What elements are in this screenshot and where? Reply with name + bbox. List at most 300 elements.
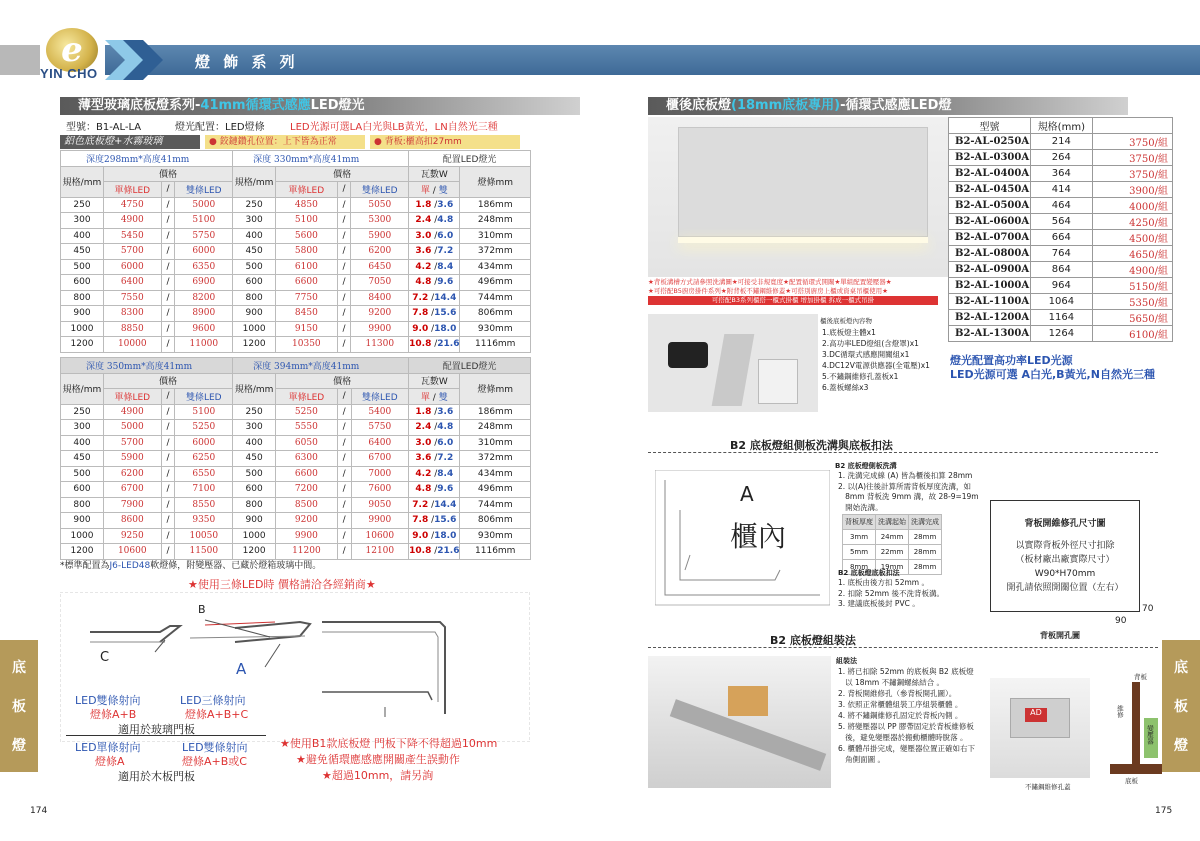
left-side-char-1: 底 xyxy=(12,660,26,677)
table2-h-price-b: 價格 xyxy=(276,373,409,389)
table-cell: 8500 xyxy=(276,497,338,513)
watt-single: 2.4 xyxy=(415,422,432,433)
table2-dim-b: 深度 394mm*高度41mm xyxy=(233,358,409,374)
b2-row xyxy=(949,278,1173,294)
side-bottom-board xyxy=(1110,764,1162,774)
table-cell: 4900 xyxy=(103,213,161,229)
table-cell: 7200 xyxy=(276,482,338,498)
table-cell: 300 xyxy=(61,213,104,229)
diagram-label-a: A xyxy=(236,660,247,678)
b2-cell: B2-AL-0700A xyxy=(949,230,1031,246)
table-cell: 1116mm xyxy=(460,544,531,560)
side-label-back: 背板 xyxy=(1134,673,1147,681)
table-cell: 5600 xyxy=(276,228,338,244)
diagram-label-c: C xyxy=(100,650,110,665)
bottom-text xyxy=(838,578,944,610)
table1-h-single-b: 單條LED xyxy=(276,182,338,198)
right-side-char-2: 板 xyxy=(1174,698,1188,715)
header-left-bar xyxy=(0,45,40,75)
text-line: 2.高功率LED燈組(含燈罩)x1 xyxy=(822,339,919,348)
table-cell: 300 xyxy=(233,213,276,229)
watt-single: 7.8 xyxy=(412,515,429,526)
table-row xyxy=(61,420,531,436)
table-cell: 5900 xyxy=(351,228,409,244)
table2-h-strip: 燈條mm xyxy=(460,373,531,404)
diag-l4a: LED雙條射向 xyxy=(182,741,248,754)
groove-cell: 24mm xyxy=(876,530,909,545)
table-cell: 5750 xyxy=(351,420,409,436)
table-cell: 1000 xyxy=(61,528,104,544)
table-cell: / xyxy=(161,513,175,529)
b2-cell: B2-AL-1200A xyxy=(949,310,1031,326)
table-cell: 7600 xyxy=(351,482,409,498)
table-cell: / xyxy=(337,451,351,467)
watt-single: 3.6 xyxy=(415,453,432,464)
price-table-2 xyxy=(60,357,531,560)
table-cell: 450 xyxy=(233,451,276,467)
side-label-trans: 變壓器 xyxy=(1146,725,1154,745)
table-cell xyxy=(409,544,460,560)
table-cell: 6200 xyxy=(351,244,409,260)
page-title: 燈 飾 系 列 xyxy=(195,53,299,71)
b2-row xyxy=(949,294,1173,310)
table-cell: / xyxy=(337,197,351,213)
groove-cell: 19mm xyxy=(876,560,909,575)
table-cell: 930mm xyxy=(460,321,531,337)
table1-dim-a: 深度298mm*高度41mm xyxy=(61,151,233,167)
table-cell: 1200 xyxy=(233,544,276,560)
table-cell: / xyxy=(337,528,351,544)
right-red-note-2: ★可搭配B5廚房掛件系列★附背板不鏽鋼維修蓋★可搭別廚房上櫃或資桌吊櫃使用★ xyxy=(648,287,888,295)
table1-h-watt: 瓦數W xyxy=(409,166,460,182)
table1-h-slash-b: / xyxy=(337,182,351,198)
table-cell: 450 xyxy=(61,244,104,260)
table-cell: / xyxy=(161,451,175,467)
table-cell: 9150 xyxy=(276,321,338,337)
table-cell: 6000 xyxy=(103,259,161,275)
watt-double: 15.6 xyxy=(434,515,457,526)
groove-header: 背板厚度 xyxy=(843,515,876,530)
b2-cell: B2-AL-0400A xyxy=(949,166,1031,182)
groove-cell: 3mm xyxy=(843,530,876,545)
table-cell: / xyxy=(161,544,175,560)
right-title-post: -循環式感應LED燈 xyxy=(840,98,952,113)
table-cell: 6000 xyxy=(175,244,233,260)
table-row xyxy=(61,482,531,498)
table-cell: 806mm xyxy=(460,513,531,529)
table-cell: 8850 xyxy=(103,321,161,337)
diagram-label-b: B xyxy=(198,603,206,616)
watt-single: 3.0 xyxy=(415,437,432,448)
table-cell: 5300 xyxy=(351,213,409,229)
cover-photo-label: 不鏽鋼維修孔蓋 xyxy=(1025,783,1071,791)
table-cell: 6450 xyxy=(351,259,409,275)
b2-row xyxy=(949,246,1173,262)
table-cell: 1116mm xyxy=(460,337,531,353)
groove-cell: 22mm xyxy=(876,545,909,560)
table1-h-double-b: 雙條LED xyxy=(351,182,409,198)
table-cell: 5800 xyxy=(276,244,338,260)
table1-h-ws: 單 xyxy=(420,185,430,196)
table-cell xyxy=(409,228,460,244)
table-cell: 7050 xyxy=(351,275,409,291)
b2-cell: B2-AL-0600A xyxy=(949,214,1031,230)
left-title-pre: 薄型玻璃底板燈系列- xyxy=(78,98,201,113)
table-cell: / xyxy=(161,528,175,544)
side-view-diagram xyxy=(1110,668,1165,780)
text-line: 3. 建議底板後封 PVC 。 xyxy=(838,599,920,608)
ad-logo-icon: AD xyxy=(1025,708,1047,722)
table-row xyxy=(61,259,531,275)
side-label-bottom: 底板 xyxy=(1125,777,1138,785)
b2-cell: 264 xyxy=(1030,150,1092,166)
watt-double: 18.0 xyxy=(434,530,457,541)
table-cell: 6250 xyxy=(175,451,233,467)
text-line: 以 18mm 不鏽鋼螺絲結合 。 xyxy=(838,678,944,687)
groove-text xyxy=(838,471,979,513)
table-cell: 1200 xyxy=(233,337,276,353)
watt-double: 18.0 xyxy=(434,323,457,334)
table-cell: 7100 xyxy=(175,482,233,498)
b2-cell: 1264 xyxy=(1030,326,1092,342)
watt-double: 3.6 xyxy=(437,406,454,417)
table-cell: 248mm xyxy=(460,213,531,229)
table-cell: 250 xyxy=(61,404,104,420)
b2-cell: B2-AL-0900A xyxy=(949,262,1031,278)
table-cell: 6200 xyxy=(103,466,161,482)
table-cell: 8450 xyxy=(276,306,338,322)
text-line: 角側面圖 。 xyxy=(838,755,886,764)
hinge-note: ● 鉸鏈鑽孔位置：上下皆為正常 xyxy=(205,135,365,149)
table-cell: / xyxy=(337,337,351,353)
table-cell: 372mm xyxy=(460,244,531,260)
table-cell: 500 xyxy=(61,259,104,275)
table-row xyxy=(61,228,531,244)
b2-cell: 5650/組 xyxy=(1092,310,1172,326)
table-cell: 8400 xyxy=(351,290,409,306)
diag-l1a: LED雙條射向 xyxy=(75,694,141,707)
b2-row xyxy=(949,230,1173,246)
table-cell: / xyxy=(337,420,351,436)
table-cell: 1000 xyxy=(233,321,276,337)
watt-double: 9.6 xyxy=(437,484,454,495)
b2-row xyxy=(949,150,1173,166)
watt-slash: / xyxy=(431,199,438,210)
table-cell: 372mm xyxy=(460,451,531,467)
table1-config: 配置LED燈光 xyxy=(409,151,531,167)
b2-cell: 364 xyxy=(1030,166,1092,182)
table-cell: 400 xyxy=(61,435,104,451)
b2-cell: B2-AL-0450A xyxy=(949,182,1031,198)
table-cell: 434mm xyxy=(460,259,531,275)
table-row xyxy=(61,497,531,513)
table-cell: 500 xyxy=(233,466,276,482)
text-line: 1. 洗溝完成線 (A) 皆為櫃後扣算 28mm xyxy=(838,471,973,480)
watt-double: 6.0 xyxy=(437,437,454,448)
right-side-tab xyxy=(1162,640,1200,772)
hole-text-3: 開孔請依照開關位置（左右） xyxy=(1006,583,1124,593)
table-cell: 5000 xyxy=(175,197,233,213)
table-cell: 8550 xyxy=(175,497,233,513)
table-cell: / xyxy=(337,435,351,451)
table-cell: 11000 xyxy=(175,337,233,353)
watt-single: 1.8 xyxy=(415,406,432,417)
table2-h-spec-b: 規格/mm xyxy=(233,373,276,404)
b2-row xyxy=(949,182,1173,198)
model-label: 型號：B1-AL-LA xyxy=(66,122,142,133)
watt-single: 4.8 xyxy=(415,277,432,288)
table-cell: 250 xyxy=(233,404,276,420)
table-cell: 6400 xyxy=(103,275,161,291)
b2-price-table xyxy=(948,117,1173,342)
groove-cell: 28mm xyxy=(909,560,942,575)
b2-cell: 764 xyxy=(1030,246,1092,262)
watt-double: 21.6 xyxy=(437,546,460,557)
left-side-tab xyxy=(0,640,38,772)
text-line: 3. 依照正常櫃體組裝工序組裝櫃體 。 xyxy=(838,700,963,709)
footnote-pre: *標準配置為 xyxy=(60,561,110,571)
b2-h-model: 型號 xyxy=(949,118,1031,134)
table-cell: / xyxy=(337,513,351,529)
table2-h-price-a: 價格 xyxy=(103,373,232,389)
table2-h-slash-a: / xyxy=(161,389,175,405)
groove-divider xyxy=(648,452,1158,453)
right-page-number: 175 xyxy=(1155,806,1173,816)
config-line-1: 燈光配置高功率LED光源 xyxy=(950,354,1073,367)
b2-cell: 3750/組 xyxy=(1092,166,1172,182)
table2-h-slash-b: / xyxy=(337,389,351,405)
table-cell: 496mm xyxy=(460,482,531,498)
table-cell: 6050 xyxy=(276,435,338,451)
table-cell: 5250 xyxy=(175,420,233,436)
table-row xyxy=(61,544,531,560)
table-cell: 6300 xyxy=(276,451,338,467)
table-cell: 496mm xyxy=(460,275,531,291)
table-cell xyxy=(409,420,460,436)
groove-table xyxy=(842,514,942,575)
table-cell: 800 xyxy=(61,497,104,513)
table-cell: 450 xyxy=(233,244,276,260)
watt-double: 6.0 xyxy=(437,230,454,241)
table-cell: 4850 xyxy=(276,197,338,213)
table-cell: 5700 xyxy=(103,244,161,260)
contents-title: 櫃後底板燈內容物 xyxy=(820,317,872,325)
watt-double: 8.4 xyxy=(437,468,454,479)
b2-cell: 3750/組 xyxy=(1092,150,1172,166)
b2-row xyxy=(949,310,1173,326)
right-red-note-3: 可搭配B3系列櫃搭一櫃式掛櫃 增加掛櫃 拆成一櫃式吊掛 xyxy=(648,296,938,305)
table-cell xyxy=(409,482,460,498)
table-cell: / xyxy=(337,544,351,560)
text-line: 1. 底板由後方扣 52mm 。 xyxy=(838,578,929,587)
table-cell: / xyxy=(337,466,351,482)
assembly-photo xyxy=(648,656,831,788)
b2-cell: 1164 xyxy=(1030,310,1092,326)
table-cell: 9600 xyxy=(175,321,233,337)
table-row xyxy=(61,290,531,306)
table-cell: 600 xyxy=(233,275,276,291)
table-cell: 6550 xyxy=(175,466,233,482)
contents-list xyxy=(822,327,930,393)
table-cell: / xyxy=(161,482,175,498)
text-line: 5. 將變壓器以 PP 膠帶固定於背板維修板 xyxy=(838,722,974,731)
table-cell xyxy=(409,451,460,467)
watt-slash: / xyxy=(431,546,438,557)
table-cell: / xyxy=(337,482,351,498)
b2-cell: 464 xyxy=(1030,198,1092,214)
b2-cell: 4250/組 xyxy=(1092,214,1172,230)
table-cell: 9900 xyxy=(351,321,409,337)
table-cell: 6600 xyxy=(276,466,338,482)
table-cell: 6000 xyxy=(175,435,233,451)
table-cell: 7750 xyxy=(276,290,338,306)
right-title-pre: 櫃後底板燈 xyxy=(666,98,732,113)
table-cell: / xyxy=(161,213,175,229)
table-row xyxy=(61,466,531,482)
groove-cell: 28mm xyxy=(909,530,942,545)
table-cell: 9350 xyxy=(175,513,233,529)
table-cell: 800 xyxy=(233,290,276,306)
groove-cell: 5mm xyxy=(843,545,876,560)
b2-cell: B2-AL-1000A xyxy=(949,278,1031,294)
table-cell: 8300 xyxy=(103,306,161,322)
text-line: 6. 櫃體吊掛完成，變壓器位置正確如右下 xyxy=(838,744,976,753)
table-cell: 9050 xyxy=(351,497,409,513)
right-red-notes xyxy=(648,278,948,305)
diag-wood-door: 適用於木板門板 xyxy=(118,770,195,783)
table-cell xyxy=(409,306,460,322)
assembly-title: B2 底板燈組裝法 xyxy=(770,634,856,647)
table-cell: 9200 xyxy=(276,513,338,529)
table-cell: 10350 xyxy=(276,337,338,353)
table-row xyxy=(61,321,531,337)
watt-double: 7.2 xyxy=(437,246,454,257)
b2-cell: 564 xyxy=(1030,214,1092,230)
assembly-subtitle: 組裝法 xyxy=(836,657,857,665)
watt-slash: / xyxy=(431,406,438,417)
table-cell: 8200 xyxy=(175,290,233,306)
table-cell: 10600 xyxy=(103,544,161,560)
hole-title: 背板開維修孔尺寸圖 xyxy=(1024,519,1106,529)
table2-h-double-a: 雙條LED xyxy=(175,389,233,405)
table2-dim-a: 深度 350mm*高度41mm xyxy=(61,358,233,374)
watt-single: 4.2 xyxy=(415,261,432,272)
table-cell: 186mm xyxy=(460,197,531,213)
left-page-number: 174 xyxy=(30,806,48,816)
table-cell: 11500 xyxy=(175,544,233,560)
watt-slash: / xyxy=(428,308,435,319)
text-line: 3.DC循環式感應開關組x1 xyxy=(822,350,910,359)
table1-h-spec-b: 規格/mm xyxy=(233,166,276,197)
table-cell: 900 xyxy=(61,513,104,529)
table-cell: / xyxy=(161,435,175,451)
b2-cell: B2-AL-0800A xyxy=(949,246,1031,262)
table2-h-watt: 瓦數W xyxy=(409,373,460,389)
b2-h-price xyxy=(1092,118,1172,134)
b2-cell: 214 xyxy=(1030,134,1092,150)
b2-cell: 964 xyxy=(1030,278,1092,294)
table-cell: / xyxy=(161,275,175,291)
table-cell: / xyxy=(161,404,175,420)
watt-slash: / xyxy=(431,468,438,479)
b2-cell: 5150/組 xyxy=(1092,278,1172,294)
table-cell: 6700 xyxy=(351,451,409,467)
table-cell: 300 xyxy=(233,420,276,436)
table-cell xyxy=(409,528,460,544)
table-cell: 10050 xyxy=(175,528,233,544)
table-cell: / xyxy=(161,290,175,306)
table-cell: 11200 xyxy=(276,544,338,560)
table-cell: 800 xyxy=(61,290,104,306)
table-row xyxy=(61,451,531,467)
watt-slash: / xyxy=(431,246,438,257)
logo-letter: e xyxy=(61,30,83,70)
table-cell: 5450 xyxy=(103,228,161,244)
table-cell: / xyxy=(337,321,351,337)
watt-slash: / xyxy=(431,339,438,350)
table-cell: 1200 xyxy=(61,337,104,353)
table-cell: 744mm xyxy=(460,290,531,306)
watt-slash: / xyxy=(431,422,438,433)
watt-slash: / xyxy=(428,515,435,526)
watt-single: 10.8 xyxy=(409,546,432,557)
watt-double: 4.8 xyxy=(437,215,454,226)
table1-h-price-b: 價格 xyxy=(276,166,409,182)
table-cell: 186mm xyxy=(460,404,531,420)
table-cell xyxy=(409,435,460,451)
table-cell: / xyxy=(161,321,175,337)
b2-cell: 4000/組 xyxy=(1092,198,1172,214)
config-line-2: LED光源可選 A白光,B黃光,N自然光三種 xyxy=(950,368,1155,381)
table-cell: / xyxy=(337,213,351,229)
table-cell: / xyxy=(337,404,351,420)
cabinet-body xyxy=(678,127,928,237)
table-cell: 5700 xyxy=(103,435,161,451)
b2-cell: 6100/組 xyxy=(1092,326,1172,342)
table-cell: 600 xyxy=(233,482,276,498)
groove-subtitle: B2 底板燈側板洗溝 xyxy=(835,462,897,470)
table-cell xyxy=(409,466,460,482)
table-cell: 744mm xyxy=(460,497,531,513)
table-cell: 5250 xyxy=(276,404,338,420)
table-cell: 930mm xyxy=(460,528,531,544)
table2-h-wd: 雙 xyxy=(438,392,448,403)
text-line: 4.DC12V電源供應器(全電壓)x1 xyxy=(822,361,930,370)
brand-name: YIN CHO xyxy=(40,66,98,81)
table-cell: 5100 xyxy=(175,404,233,420)
table2-config: 配置LED燈光 xyxy=(409,358,531,374)
right-red-note-1: ★背板溝槽方式請參照洗溝圖★可接受非規寬度★配置循環式開關★單組配置變壓器★ xyxy=(648,278,892,286)
table-cell xyxy=(409,244,460,260)
table2-h-double-b: 雙條LED xyxy=(351,389,409,405)
table-cell: 400 xyxy=(233,435,276,451)
table-row xyxy=(61,213,531,229)
table-cell: 8600 xyxy=(103,513,161,529)
table-cell: 500 xyxy=(61,466,104,482)
table-cell: 600 xyxy=(61,275,104,291)
table-cell: 6600 xyxy=(276,275,338,291)
watt-single: 1.8 xyxy=(415,199,432,210)
table1-h-watt-sd: 單 / 雙 xyxy=(409,182,460,198)
table-cell: 400 xyxy=(233,228,276,244)
assembly-box-image xyxy=(728,686,768,716)
text-line: 8mm 背板洗 9mm 溝，故 28-9=19m xyxy=(838,492,979,501)
table-cell xyxy=(409,275,460,291)
groove-cell: 8mm xyxy=(843,560,876,575)
table-cell: / xyxy=(337,244,351,260)
table-cell: / xyxy=(337,259,351,275)
assembly-divider xyxy=(648,647,1158,648)
